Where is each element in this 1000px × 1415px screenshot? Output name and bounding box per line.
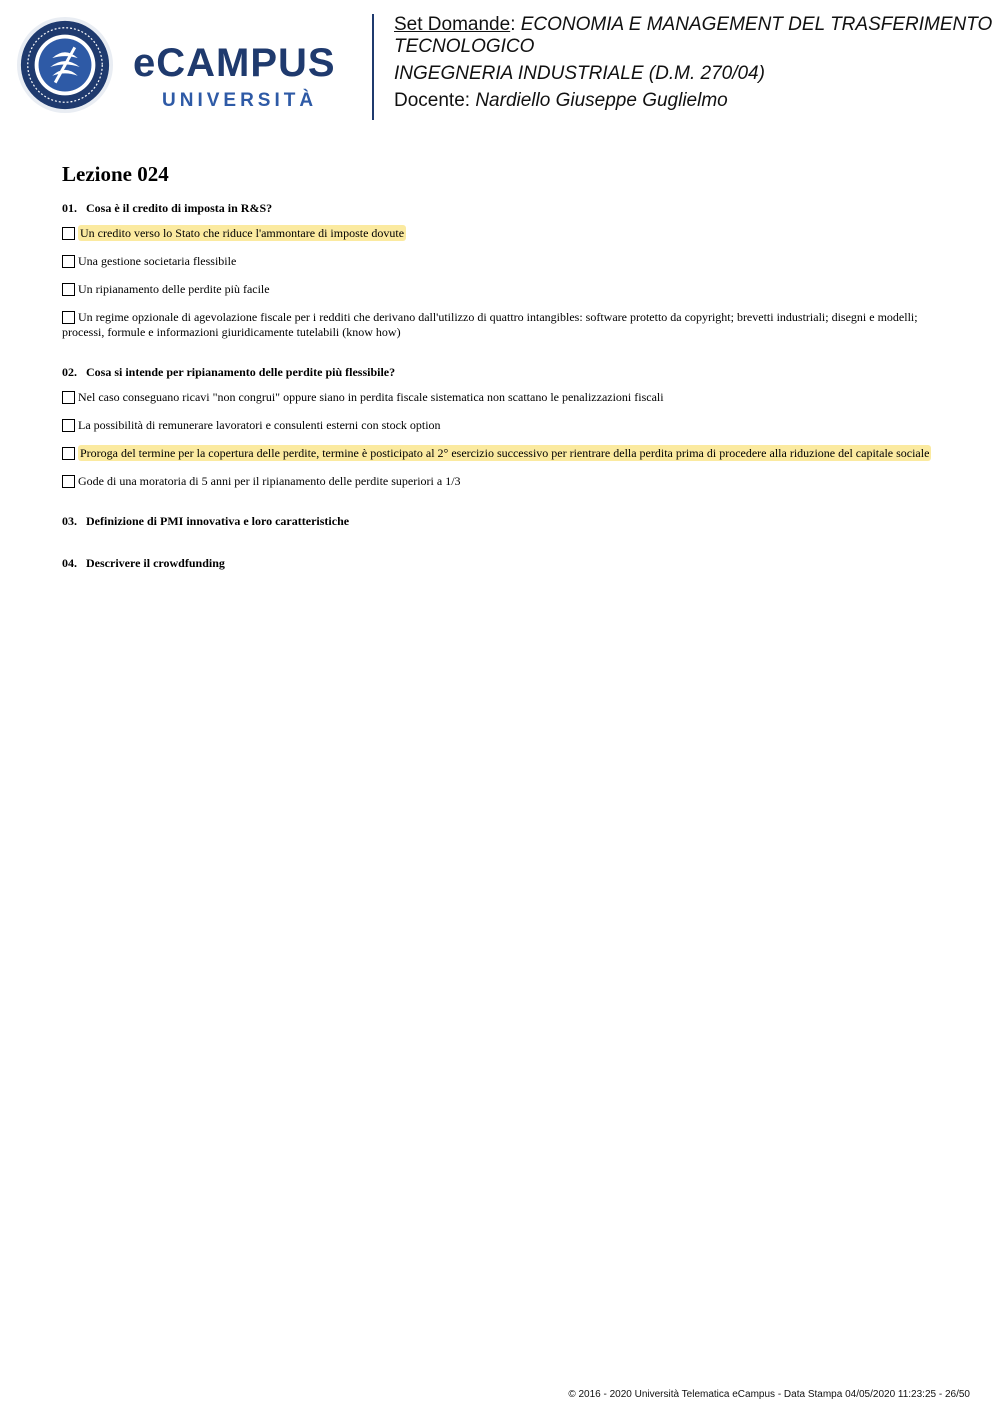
question-number: 01. — [62, 201, 77, 215]
set-line: Set Domande: ECONOMIA E MANAGEMENT DEL TRASFERIMENTO TECNOLOGICO — [394, 14, 993, 57]
answer-checkbox[interactable] — [62, 475, 75, 488]
page-footer: © 2016 - 2020 Università Telematica eCampus - Data Stampa 04/05/2020 11:23:25 - 26/50 — [568, 1389, 970, 1400]
question-text: Descrivere il crowdfunding — [86, 556, 225, 570]
answer-option — [62, 418, 938, 433]
question-number: 04. — [62, 556, 77, 570]
answer-checkbox[interactable] — [62, 419, 75, 432]
course-name: INGEGNERIA INDUSTRIALE (D.M. 270/04) — [394, 63, 765, 84]
question-title — [62, 364, 938, 380]
ecampus-wordmark-logo — [133, 42, 355, 112]
course-info — [394, 14, 994, 112]
question-text: Cosa è il credito di imposta in R&S? — [86, 201, 273, 215]
answer-option — [62, 310, 938, 340]
answer-option — [62, 390, 938, 405]
lesson-title: Lezione 024 — [62, 162, 169, 186]
answer-text-highlighted: Un credito verso lo Stato che riduce l'ammontare di imposte dovute — [80, 226, 405, 240]
answer-checkbox[interactable] — [62, 227, 75, 240]
answer-text: Gode di una moratoria di 5 anni per il ripianamento delle perdite superiori a 1/3 — [78, 474, 461, 488]
answer-option — [62, 474, 938, 489]
docente-name: Nardiello Giuseppe Guglielmo — [475, 90, 728, 111]
question-title — [62, 200, 938, 216]
answer-option — [62, 282, 938, 297]
question-title — [62, 555, 938, 571]
docente-label: Docente: — [394, 90, 471, 111]
answer-checkbox[interactable] — [62, 255, 75, 268]
question-04 — [62, 555, 938, 571]
document-body — [62, 160, 938, 597]
answer-text: Una gestione societaria flessibile — [78, 254, 237, 268]
question-text: Definizione di PMI innovativa e loro caratteristiche — [86, 514, 350, 528]
question-01 — [62, 200, 938, 340]
question-03 — [62, 513, 938, 529]
set-title: ECONOMIA E MANAGEMENT DEL TRASFERIMENTO TECNOLOGICO — [394, 14, 993, 57]
svg-text:eCAMPUS: eCAMPUS — [133, 42, 336, 85]
page-header — [0, 0, 1000, 130]
university-seal-logo — [16, 16, 114, 114]
answer-checkbox[interactable] — [62, 283, 75, 296]
question-02 — [62, 364, 938, 489]
answer-text: Nel caso conseguano ricavi "non congrui" oppure siano in perdita fiscale sistematica non scattano le penalizzazioni fiscali — [78, 390, 664, 404]
question-number: 03. — [62, 514, 77, 528]
answer-text: Un ripianamento delle perdite più facile — [78, 282, 270, 296]
answer-option — [62, 226, 938, 241]
question-text: Cosa si intende per ripianamento delle perdite più flessibile? — [86, 365, 396, 379]
docente-line — [394, 90, 994, 112]
answer-checkbox[interactable] — [62, 391, 75, 404]
question-title — [62, 513, 938, 529]
answer-text: La possibilità di remunerare lavoratori e consulenti esterni con stock option — [78, 418, 441, 432]
answer-text-highlighted: Proroga del termine per la copertura delle perdite, termine è posticipato al 2° esercizio successivo per rientrare della perdita prima di procedere alla riduzione del capitale sociale — [80, 446, 930, 460]
answer-option — [62, 254, 938, 269]
set-label: Set Domande — [394, 14, 511, 35]
answer-text: Un regime opzionale di agevolazione fiscale per i redditi che derivano dall'utilizzo di quattro intangibles: software protetto da copyright; brevetti industriali; disegni e modelli; processi, formule e informazioni giuridicamente tutelabili (know how) — [62, 310, 918, 339]
question-number: 02. — [62, 365, 77, 379]
header-divider — [372, 14, 374, 120]
svg-text:UNIVERSITÀ: UNIVERSITÀ — [162, 90, 318, 111]
answer-checkbox[interactable] — [62, 447, 75, 460]
answer-option — [62, 446, 938, 461]
answer-checkbox[interactable] — [62, 311, 75, 324]
